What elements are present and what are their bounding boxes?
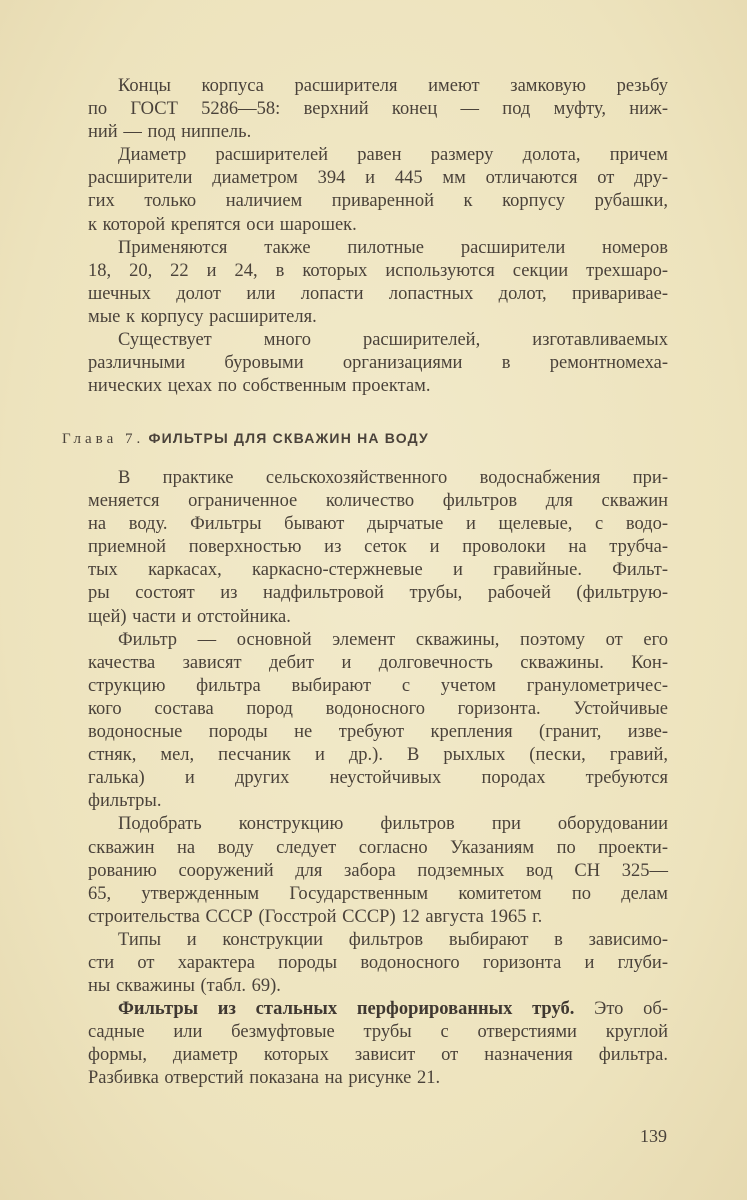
line-text: мые к корпусу расширителя. [88, 306, 317, 327]
text-line [88, 837, 668, 860]
text-line [88, 906, 668, 929]
text-line [88, 536, 668, 559]
text-line [88, 952, 668, 975]
line-text: струкцию фильтра выбирают с учетом гранулометричес- [88, 675, 668, 696]
line-text: ны скважины (табл. 69). [88, 976, 281, 997]
text-line [88, 1044, 668, 1067]
line-text: различными буровыми организациями в ремонтномеха- [88, 353, 668, 374]
text-line [88, 698, 668, 721]
line-text: нических цехах по собственным проектам. [88, 376, 431, 397]
text-line [88, 75, 668, 98]
line-text: 65, утвержденным Государственным комитетом по делам [88, 883, 668, 904]
line-text: водоносные породы не требуют крепления (гранит, изве- [88, 722, 668, 743]
text-line [88, 513, 668, 536]
line-text: щей) части и отстойника. [88, 606, 291, 627]
line-text: сти от характера породы водоносного горизонта и глуби- [88, 952, 668, 973]
text-line [88, 767, 668, 790]
text-line [88, 582, 668, 605]
bold-lead-in: Фильтры из стальных перфорированных труб. [118, 999, 575, 1020]
text-line [88, 260, 668, 283]
text-line [88, 214, 668, 237]
text-line [88, 237, 668, 260]
line-text: расширители диаметром 394 и 445 мм отличаются от дру- [88, 168, 668, 189]
page-number: 139 [640, 1126, 667, 1146]
line-text: по ГОСТ 5286—58: верхний конец — под муфту, ниж- [88, 99, 668, 120]
text-line [88, 998, 668, 1021]
line-text: Подобрать конструкцию фильтров при оборудовании [118, 814, 668, 835]
line-text: шечных долот или лопасти лопастных долот, привариваe- [88, 283, 668, 304]
text-line [88, 559, 668, 582]
text-line [88, 860, 668, 883]
text-block-reamers [88, 75, 668, 398]
text-line [88, 975, 668, 998]
line-text: садные или безмуфтовые трубы с отверстиями круглой [88, 1022, 668, 1043]
line-text: Существует много расширителей, изготавливаемых [118, 330, 668, 351]
line-text: качества зависят дебит и долговечность скважины. Кон- [88, 652, 668, 673]
line-text: Разбивка отверстий показана на рисунке 21. [88, 1068, 441, 1089]
line-text: меняется ограниченное количество фильтров для скважин [88, 491, 668, 512]
line-text: скважин на воду следует согласно Указаниям по проекти- [88, 837, 668, 858]
line-text: ры состоят из надфильтровой трубы, рабочей (фильтрую- [88, 583, 668, 604]
text-line [88, 929, 668, 952]
text-block-filters [88, 467, 668, 1091]
text-line [88, 721, 668, 744]
text-line [88, 167, 668, 190]
line-text: галька) и других неустойчивых породах требуются [88, 768, 668, 789]
line-text: гих только наличием приваренной к корпусу рубашки, [88, 191, 668, 212]
chapter-label: Глава 7. [62, 431, 145, 447]
text-line [88, 98, 668, 121]
chapter-title: ФИЛЬТРЫ ДЛЯ СКВАЖИН НА ВОДУ [148, 430, 429, 446]
text-line [88, 790, 668, 813]
text-line [88, 1067, 668, 1090]
text-line [88, 467, 668, 490]
text-line [88, 329, 668, 352]
line-text: тых каркасах, каркасно-стержневые и гравийные. Фильт- [88, 560, 668, 581]
text-line [88, 352, 668, 375]
line-text: Это об- [574, 999, 668, 1020]
line-text: строительства СССР (Госстрой СССР) 12 августа 1965 г. [88, 906, 543, 927]
text-line [88, 375, 668, 398]
text-line [88, 144, 668, 167]
line-text: Типы и конструкции фильтров выбирают в зависимо- [118, 929, 668, 950]
line-text: формы, диаметр которых зависит от назначения фильтра. [88, 1045, 668, 1066]
text-line [88, 606, 668, 629]
line-text: 18, 20, 22 и 24, в которых используются секции трехшаро- [88, 260, 668, 281]
line-text: Диаметр расширителей равен размеру долота, причем [118, 145, 668, 166]
line-text: фильтры. [88, 791, 162, 812]
line-text: Применяются также пилотные расширители номеров [118, 237, 668, 258]
line-text: приемной поверхностью из сеток и проволоки на трубча- [88, 537, 668, 558]
text-line [88, 629, 668, 652]
chapter-heading [62, 430, 429, 448]
text-line [88, 283, 668, 306]
text-line [88, 675, 668, 698]
line-text: рованию сооружений для забора подземных вод СН 325— [88, 860, 668, 881]
text-line [88, 490, 668, 513]
text-line [88, 652, 668, 675]
line-text: Фильтр — основной элемент скважины, поэтому от его [118, 629, 668, 650]
line-text: ний — под ниппель. [88, 122, 252, 143]
text-line [88, 744, 668, 767]
line-text: Концы корпуса расширителя имеют замковую резьбу [118, 76, 668, 96]
line-text: стняк, мел, песчаник и др.). В рыхлых (пески, гравий, [88, 745, 668, 766]
text-line [88, 1021, 668, 1044]
line-text: к которой крепятся оси шарошек. [88, 214, 357, 235]
line-text: кого состава пород водоносного горизонта. Устойчивые [88, 698, 668, 719]
line-text: на воду. Фильтры бывают дырчатые и щелевые, с водо- [88, 514, 668, 535]
line-text: В практике сельскохозяйственного водоснабжения при- [118, 468, 668, 488]
text-line [88, 306, 668, 329]
text-line [88, 121, 668, 144]
text-line [88, 190, 668, 213]
text-line [88, 813, 668, 836]
text-line [88, 883, 668, 906]
